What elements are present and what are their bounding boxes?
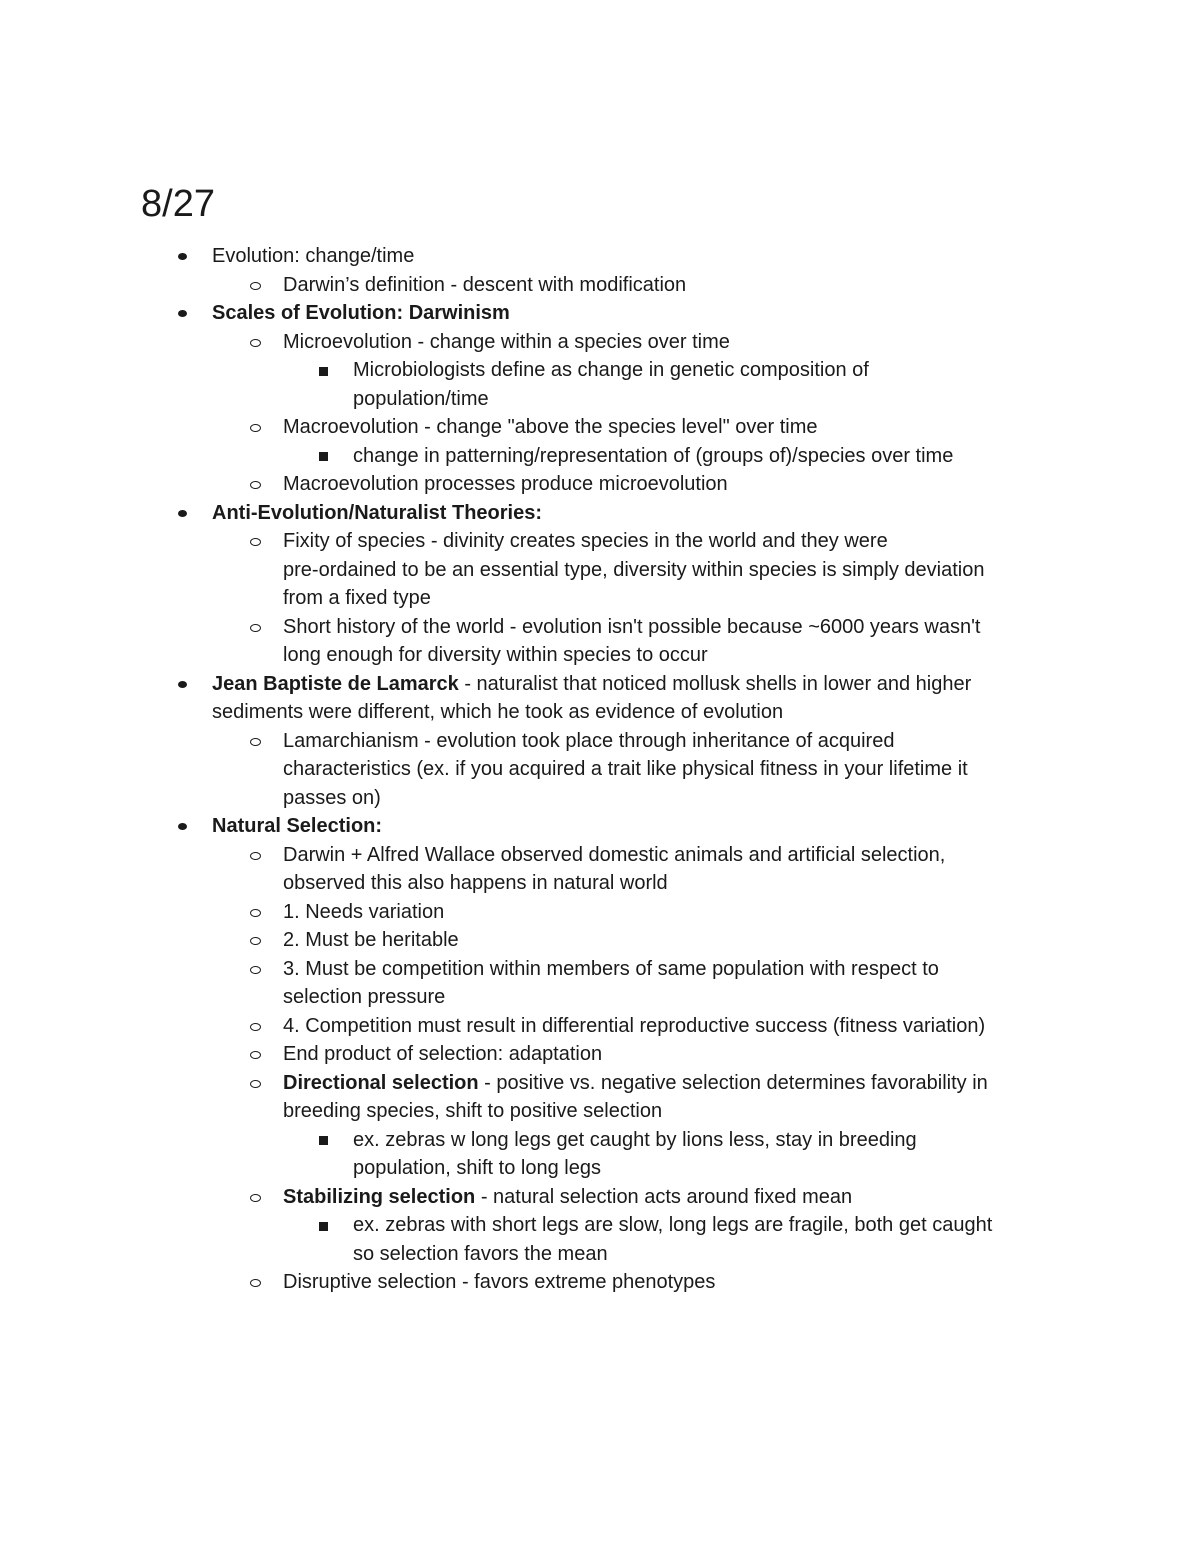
bullet-icon — [178, 681, 187, 688]
bullet-icon — [178, 510, 187, 517]
page-title: 8/27 — [141, 183, 215, 225]
list-item: ex. zebras w long legs get caught by lions less, stay in breeding — [0, 1126, 1200, 1155]
list-item: 3. Must be competition within members of same population with respect to — [0, 955, 1200, 984]
list-item: Short history of the world - evolution isn't possible because ~6000 years wasn't — [0, 613, 1200, 642]
list-item: Directional selection - positive vs. negative selection determines favorability in — [0, 1069, 1200, 1098]
list-item: Fixity of species - divinity creates species in the world and they were — [0, 527, 1200, 556]
square-bullet-icon — [319, 452, 328, 461]
hollow-bullet-icon — [250, 339, 261, 347]
hollow-bullet-icon — [250, 852, 261, 860]
hollow-bullet-icon — [250, 282, 261, 290]
square-bullet-icon — [319, 1222, 328, 1231]
square-bullet-icon — [319, 367, 328, 376]
list-item-continuation: population/time — [353, 387, 489, 410]
hollow-bullet-icon — [250, 1194, 261, 1202]
list-item: Darwin’s definition - descent with modification — [0, 271, 1200, 300]
bullet-icon — [178, 310, 187, 317]
hollow-bullet-icon — [250, 481, 261, 489]
bullet-icon — [178, 253, 187, 260]
list-item: Darwin + Alfred Wallace observed domestic animals and artificial selection, — [0, 841, 1200, 870]
notes-list — [0, 242, 1200, 1297]
list-item-continuation: from a fixed type — [283, 587, 431, 609]
list-item: change in patterning/representation of (groups of)/species over time — [0, 442, 1200, 471]
list-item: Jean Baptiste de Lamarck - naturalist that noticed mollusk shells in lower and higher — [0, 670, 1200, 699]
list-item-continuation: selection pressure — [283, 986, 446, 1008]
hollow-bullet-icon — [250, 738, 261, 746]
list-item: End product of selection: adaptation — [0, 1040, 1200, 1069]
hollow-bullet-icon — [250, 1279, 261, 1287]
list-item-continuation: pre-ordained to be an essential type, diversity within species is simply deviation — [283, 558, 985, 581]
list-item: Lamarchianism - evolution took place through inheritance of acquired — [0, 727, 1200, 756]
list-item-heading: Anti-Evolution/Naturalist Theories: — [0, 499, 1200, 528]
list-item-continuation: sediments were different, which he took as evidence of evolution — [212, 701, 784, 723]
list-item: 4. Competition must result in differential reproductive success (fitness variation) — [0, 1012, 1200, 1041]
hollow-bullet-icon — [250, 909, 261, 917]
list-item: Microevolution - change within a species over time — [0, 328, 1200, 357]
bullet-icon — [178, 823, 187, 830]
hollow-bullet-icon — [250, 937, 261, 945]
list-item-heading: Natural Selection: — [0, 812, 1200, 841]
hollow-bullet-icon — [250, 424, 261, 432]
list-item: Macroevolution processes produce microevolution — [0, 470, 1200, 499]
hollow-bullet-icon — [250, 1051, 261, 1059]
list-item-continuation: passes on) — [283, 786, 381, 809]
hollow-bullet-icon — [250, 1023, 261, 1031]
hollow-bullet-icon — [250, 538, 261, 546]
list-item: Disruptive selection - favors extreme phenotypes — [0, 1268, 1200, 1297]
hollow-bullet-icon — [250, 1080, 261, 1088]
square-bullet-icon — [319, 1136, 328, 1145]
list-item: Microbiologists define as change in genetic composition of — [0, 356, 1200, 385]
hollow-bullet-icon — [250, 966, 261, 974]
list-item: 1. Needs variation — [0, 898, 1200, 927]
list-item-continuation: population, shift to long legs — [353, 1157, 601, 1179]
list-item: 2. Must be heritable — [0, 926, 1200, 955]
list-item: Stabilizing selection - natural selection acts around fixed mean — [0, 1183, 1200, 1212]
list-item-continuation: so selection favors the mean — [353, 1242, 608, 1265]
list-item: ex. zebras with short legs are slow, long legs are fragile, both get caught — [0, 1211, 1200, 1240]
list-item-continuation: breeding species, shift to positive selection — [283, 1100, 663, 1122]
list-item-heading: Scales of Evolution: Darwinism — [0, 299, 1200, 328]
list-item: Macroevolution - change "above the species level" over time — [0, 413, 1200, 442]
list-item-continuation: long enough for diversity within species to occur — [283, 644, 708, 666]
list-item: Evolution: change/time — [0, 242, 1200, 271]
hollow-bullet-icon — [250, 624, 261, 632]
list-item-continuation: observed this also happens in natural world — [283, 872, 668, 894]
list-item-continuation: characteristics (ex. if you acquired a trait like physical fitness in your lifetime it — [283, 758, 968, 780]
